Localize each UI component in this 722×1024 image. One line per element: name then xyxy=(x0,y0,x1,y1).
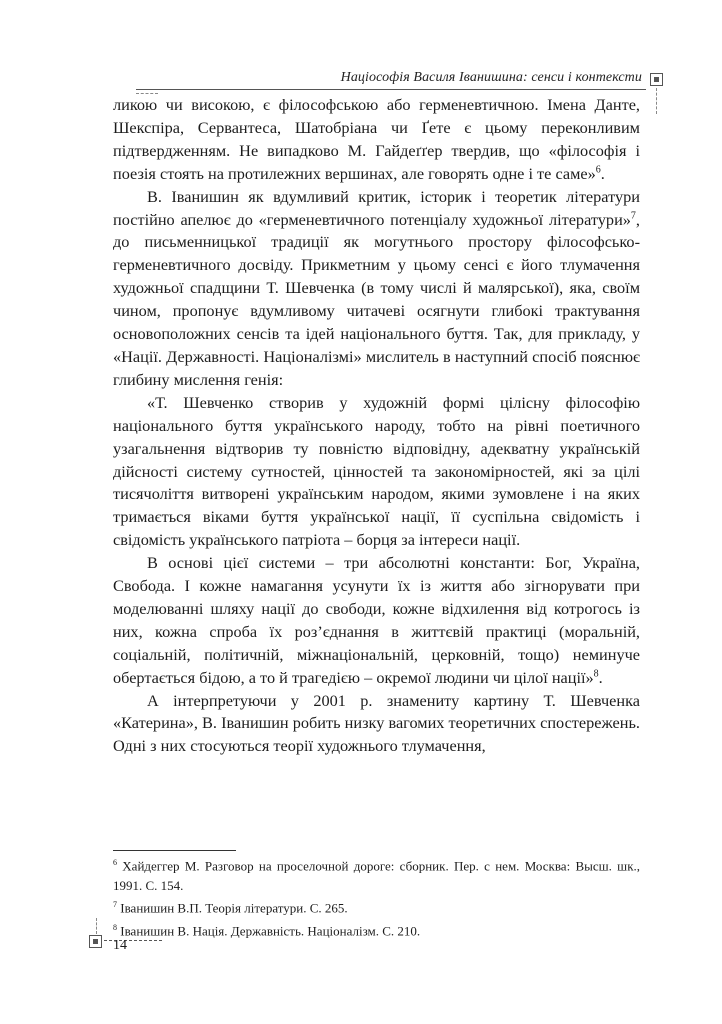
footnote-6: $^6$ Хайдеггер М. Разговор на проселочной дороге: сборник. Пер. с нем. Москва: Высш. шк., 1991. С. 154. xyxy=(113,858,641,893)
paragraph-1: ликою чи високою, є філософською або герменевтичною. Імена Данте, Шекспіра, Сервантеса, Шатобріана чи Ґете є цьому переконливим підтвердженням. Не випадково М. Гайдеґґер твердив, що «філософія і поезія стоять на протилежних вершинах, але говорять одне і те саме»$^6$. xyxy=(113,95,640,183)
footnote-ref-6: 6 xyxy=(595,164,601,176)
footnote-8: $^8$ Іванишин В. Нація. Державність. Націоналізм. С. 210. xyxy=(113,923,421,939)
running-title: Націософія Василя Іванишина: сенси і контексти xyxy=(340,70,642,85)
margin-dash-line xyxy=(656,88,657,114)
quote-paragraph-1: «Т. Шевченко створив у художній формі цілісну філософію національного буття українського народу, тобто на рівні поетичного узагальнення відтворив ту повністю відповідну, адекватну українській дійсності систему сутностей, цінностей та закономірностей, які за цілі тисячоліття витворені українським народом, якими зумовлене і на яких тримається віками буття української нації, її суспільна свідомість і свідомість українського патріота – борця за інтереси нації. xyxy=(113,392,640,550)
running-header xyxy=(136,66,646,92)
page-number: 14 xyxy=(113,938,127,953)
square-ornament-icon xyxy=(650,73,663,86)
margin-dash-line-bottom xyxy=(96,918,97,934)
quote-paragraph-2: В основі цієї системи – три абсолютні константи: Бог, Україна, Свобода. І кожне намагання усунути їх із життя або зігнорувати при моделюванні шляху нації до свободи, кожне відхилення від котрогось із них, кожна спроба їх роз’єднання в життєвій практиці (моральній, соціальній, політичній, міжнаціональній, церковній, тощо) неминуче обертається бідою, а то й трагедією – окремої людини чи цілої нації»$^8$. xyxy=(113,553,640,687)
footnote-7: $^7$ Іванишин В.П. Теорія літератури. С. 265. xyxy=(113,900,348,916)
main-text xyxy=(113,94,640,758)
square-ornament-icon xyxy=(89,935,102,948)
header-rule xyxy=(136,89,646,90)
footnotes xyxy=(113,853,640,941)
paragraph-2: В. Іванишин як вдумливий критик, історик і теоретик літератури постійно апелює до «герменевтичного потенціалу художньої літератури»$^7$, до письменницької традиції як могутнього простору філософсько-герменевтичного досвіду. Прикметним у цьому сенсі є його тлумачення художньої спадщини Т. Шевченка (в тому числі й малярської), яка, своїм чином, пропонує вдумливому читачеві осягнути глибокі трактування основоположних сенсів та ідей національного буття. Так, для прикладу, у «Нації. Державності. Націоналізмі» мислитель в наступний спосіб пояснює глибину мислення генія: xyxy=(113,186,640,389)
paragraph-5: А інтерпретуючи у 2001 р. знамениту картину Т. Шевченка «Катерина», В. Іванишин робить низку вагомих теоретичних спостережень. Одні з них стосуються теорії художнього тлумачення, xyxy=(113,690,640,756)
footnote-rule xyxy=(113,850,236,851)
footnote-ref-7: 7 xyxy=(630,210,636,222)
footnote-ref-8: 8 xyxy=(593,668,599,680)
